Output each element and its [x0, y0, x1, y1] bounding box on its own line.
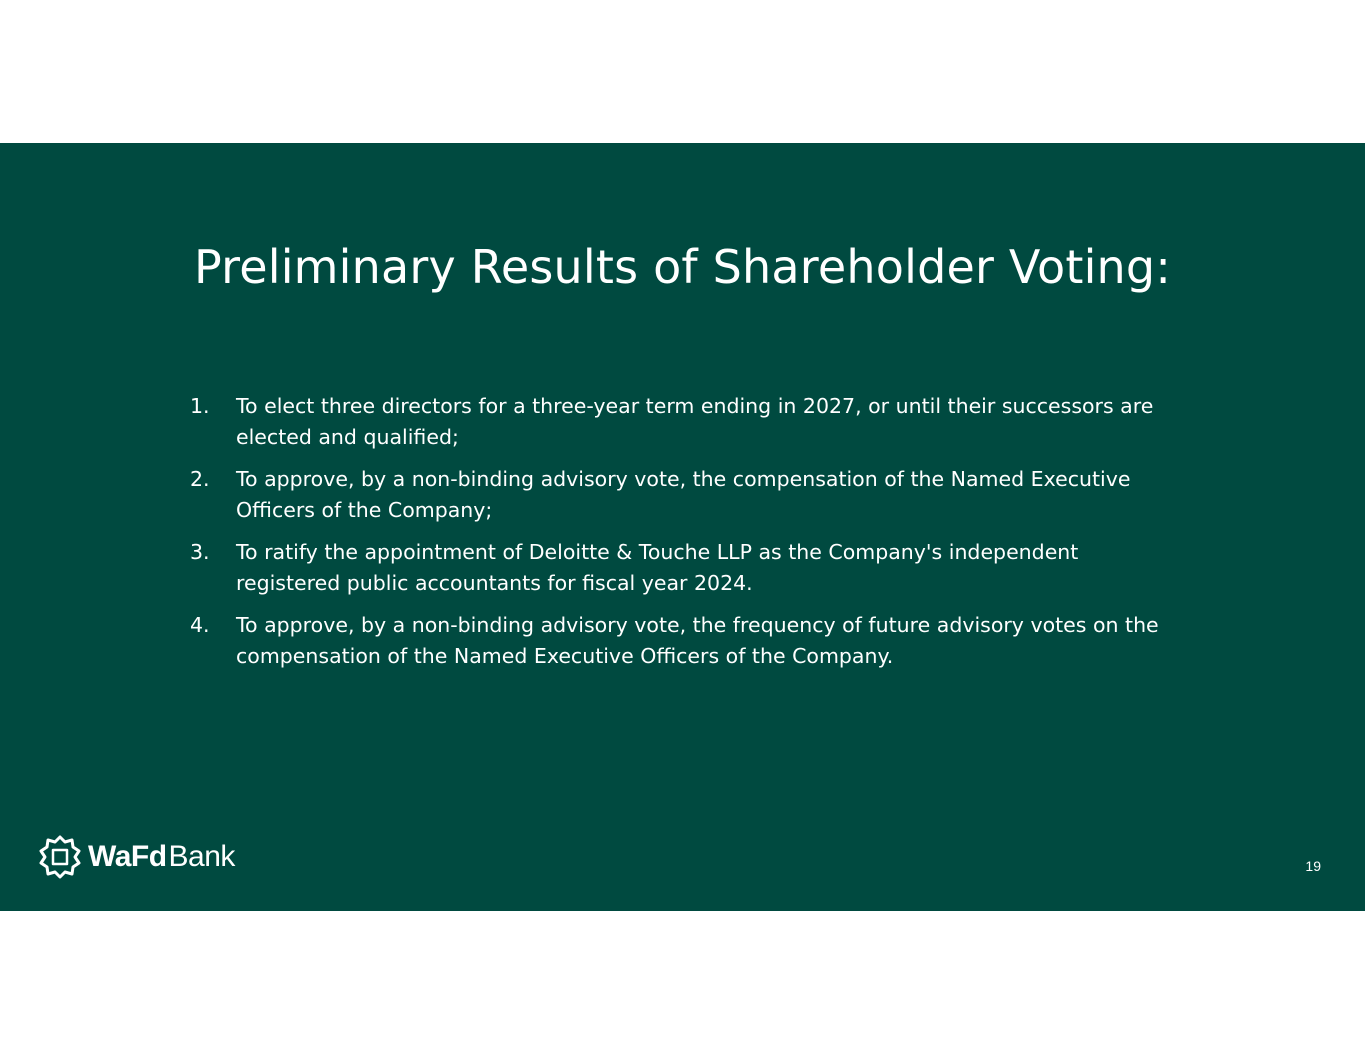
logo-brand-light: Bank: [168, 840, 235, 873]
slide-title: Preliminary Results of Shareholder Voting:: [193, 240, 1172, 294]
list-item: [190, 537, 1180, 599]
list-item: [190, 610, 1180, 672]
list-item: [190, 464, 1180, 526]
item-number: 4.: [190, 613, 210, 637]
slide: [0, 143, 1365, 911]
page-number: 19: [1305, 858, 1321, 874]
logo-brand-bold: WaFd: [88, 840, 167, 873]
item-text: To elect three directors for a three-year term ending in 2027, or until their successors are elected and qualified;: [236, 394, 1154, 449]
wafd-bank-logo: [38, 833, 235, 881]
item-number: 3.: [190, 540, 210, 564]
item-text: To approve, by a non-binding advisory vote, the frequency of future advisory votes on the compensation of the Named Executive Officers of the Company.: [236, 613, 1159, 668]
list-item: [190, 391, 1180, 453]
item-text: To approve, by a non-binding advisory vote, the compensation of the Named Executive Officers of the Company;: [236, 467, 1131, 522]
item-number: 2.: [190, 467, 210, 491]
agenda-list: [190, 391, 1180, 683]
item-number: 1.: [190, 394, 210, 418]
item-text: To ratify the appointment of Deloitte & Touche LLP as the Company's independent registered public accountants for fiscal year 2024.: [236, 540, 1079, 595]
wafd-star-logo-icon: [38, 834, 82, 880]
